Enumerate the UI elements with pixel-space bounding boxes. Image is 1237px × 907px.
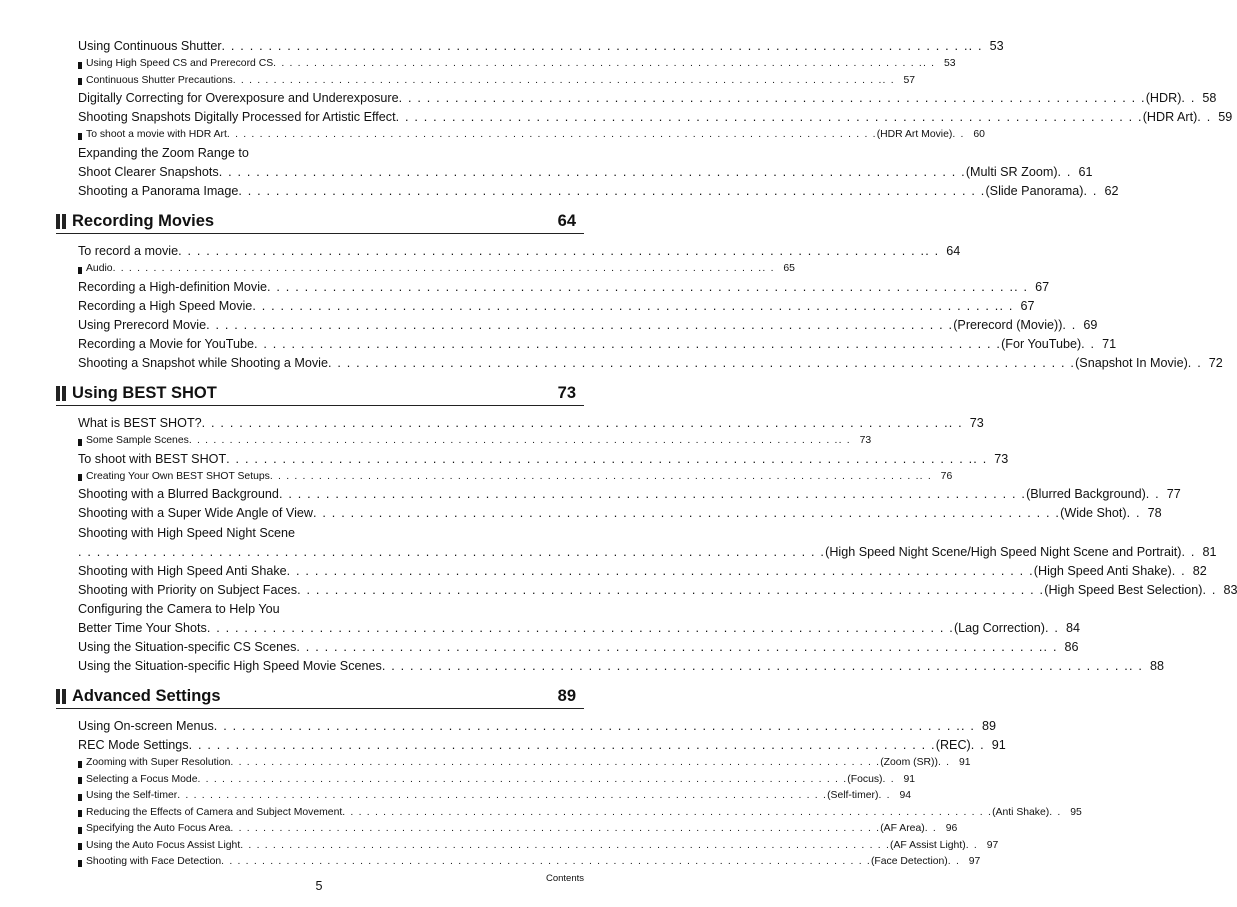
toc-subentry[interactable] [56, 73, 916, 90]
entry-page: 67 [1020, 298, 1035, 313]
entry-title: Using High Speed CS and Prerecord CS [86, 58, 274, 70]
section-label: Contents [545, 873, 584, 884]
dot-leader: . . . . . . . . . . . . . . . . . . . . . . . . . . . . . . . . . . . . . . . . . . . . . . . . . . . . . . . . . . . . . . . . . . . . . . . . . . . . . . . . [206, 620, 954, 635]
dot-leader: . . [1202, 582, 1217, 597]
section-header [56, 209, 584, 234]
dot-leader: . . [970, 738, 985, 753]
toc-entry[interactable] [56, 600, 584, 619]
toc-subentry[interactable] [56, 838, 999, 855]
section-page: 64 [557, 211, 576, 230]
dot-leader: . . . . . . . . . . . . . . . . . . . . . . . . . . . . . . . . . . . . . . . . . . . . . . . . . . . . . . . . . . . . . . . . . . . . . . . . . . . . . . . . [112, 263, 763, 275]
dot-leader: . . . . . . . . . . . . . . . . . . . . . . . . . . . . . . . . . . . . . . . . . . . . . . . . . . . . . . . . . . . . . . . . . . . . . . . . . . . . . . . . [232, 74, 883, 86]
entry-title: Recording a High Speed Movie [78, 298, 253, 313]
entry-tag: (Slide Panorama) [985, 183, 1084, 198]
page-number: 5 [315, 879, 323, 893]
entry-title: Creating Your Own BEST SHOT Setups [86, 470, 270, 482]
section-marker-icon [56, 689, 66, 704]
entry-tag: (Face Detection) [870, 856, 948, 868]
dot-leader: . . [1197, 110, 1212, 125]
dot-leader: . . . . . . . . . . . . . . . . . . . . . . . . . . . . . . . . . . . . . . . . . . . . . . . . . . . . . . . . . . . . . . . . . . . . . . . . . . . . . . . . [221, 39, 969, 53]
entry-tag: (Blurred Background) [1026, 487, 1146, 502]
bullet-icon [78, 267, 82, 274]
entry-title: To record a movie [78, 244, 179, 259]
entry-title: Continuous Shutter Precautions [86, 74, 233, 86]
entry-tag: (Multi SR Zoom) [965, 164, 1058, 179]
entry-tag: (Wide Shot) [1060, 506, 1127, 521]
entry-page: 76 [940, 470, 953, 482]
dot-leader: . . [948, 416, 963, 431]
dot-leader: . . . . . . . . . . . . . . . . . . . . . . . . . . . . . . . . . . . . . . . . . . . . . . . . . . . . . . . . . . . . . . . . . . . . . . . . . . . . . . . . [226, 451, 974, 466]
dot-leader: . . . . . . . . . . . . . . . . . . . . . . . . . . . . . . . . . . . . . . . . . . . . . . . . . . . . . . . . . . . . . . . . . . . . . . . . . . . . . . . . [230, 757, 881, 769]
toc-entry[interactable] [56, 37, 1004, 56]
entry-page: 67 [1035, 279, 1050, 294]
toc-subentry[interactable] [56, 805, 1082, 822]
bullet-icon [78, 827, 82, 834]
entry-page: 83 [1223, 582, 1237, 597]
toc-entry[interactable] [56, 182, 1119, 201]
entry-page: 53 [943, 58, 956, 70]
dot-leader: . . . . . . . . . . . . . . . . . . . . . . . . . . . . . . . . . . . . . . . . . . . . . . . . . . . . . . . . . . . . . . . . . . . . . . . . . . . . . . . . [342, 806, 993, 818]
toc-subentry[interactable] [56, 261, 795, 278]
entry-title: Shooting with High Speed Anti Shake [78, 563, 287, 578]
entry-title: Shooting with a Blurred Background [78, 487, 279, 502]
dot-leader: . . [1014, 279, 1029, 294]
dot-leader: . . [1043, 640, 1058, 655]
toc-subentry[interactable] [56, 772, 916, 789]
entry-title: Expanding the Zoom Range to [78, 145, 249, 160]
toc-entry[interactable] [56, 278, 1050, 297]
dot-leader: . . . . . . . . . . . . . . . . . . . . . . . . . . . . . . . . . . . . . . . . . . . . . . . . . . . . . . . . . . . . . . . . . . . . . . . . . . . . . . . . [177, 790, 828, 802]
entry-title: Shooting Snapshots Digitally Processed for Artistic Effect [78, 110, 396, 125]
section-header [56, 684, 584, 709]
entry-page: 64 [946, 244, 961, 259]
entry-page: 96 [945, 823, 958, 835]
entry-title: Better Time Your Shots [78, 620, 207, 635]
dot-leader: . . [999, 298, 1014, 313]
toc-subentry[interactable] [56, 755, 971, 772]
toc-entry[interactable] [56, 485, 1181, 504]
toc-subentry[interactable] [56, 56, 956, 73]
entry-page: 69 [1083, 317, 1098, 332]
bullet-icon [78, 860, 82, 867]
entry-title: Shoot Clearer Snapshots [78, 164, 219, 179]
dot-leader: . . [968, 39, 983, 53]
entry-page: 89 [981, 719, 996, 734]
toc-entry[interactable] [56, 619, 1080, 638]
dot-leader: . . . . . . . . . . . . . . . . . . . . . . . . . . . . . . . . . . . . . . . . . . . . . . . . . . . . . . . . . . . . . . . . . . . . . . . . . . . . . . . . [253, 336, 1002, 351]
entry-tag: (Lag Correction) [953, 620, 1045, 635]
dot-leader: . . . . . . . . . . . . . . . . . . . . . . . . . . . . . . . . . . . . . . . . . . . . . . . . . . . . . . . . . . . . . . . . . . . . . . . . . . . . . . . . [188, 738, 936, 753]
dot-leader: . . . . . . . . . . . . . . . . . . . . . . . . . . . . . . . . . . . . . . . . . . . . . . . . . . . . . . . . . . . . . . . . . . . . . . . . . . . . . . . . [238, 183, 986, 198]
section-marker-icon [56, 386, 66, 401]
dot-leader: . . [1057, 164, 1072, 179]
entry-tag: (Prerecord (Movie)) [953, 317, 1063, 332]
dot-leader: . . [1126, 506, 1141, 521]
entry-tag: (Zoom (SR)) [880, 757, 938, 769]
entry-page: 73 [969, 416, 984, 431]
dot-leader: . . . . . . . . . . . . . . . . . . . . . . . . . . . . . . . . . . . . . . . . . . . . . . . . . . . . . . . . . . . . . . . . . . . . . . . . . . . . . . . . [273, 58, 923, 70]
entry-title: Shooting with High Speed Night Scene [78, 525, 296, 540]
dot-leader: . . . . . . . . . . . . . . . . . . . . . . . . . . . . . . . . . . . . . . . . . . . . . . . . . . . . . . . . . . . . . . . . . . . . . . . . . . . . . . . . [278, 487, 1027, 502]
dot-leader: . . [922, 58, 936, 70]
dot-leader: . . . . . . . . . . . . . . . . . . . . . . . . . . . . . . . . . . . . . . . . . . . . . . . . . . . . . . . . . . . . . . . . . . . . . . . . . . . . . . . . [78, 544, 826, 559]
entry-page: 91 [991, 738, 1006, 753]
bullet-icon [78, 133, 82, 140]
entry-page: 86 [1064, 640, 1079, 655]
dot-leader: . . [919, 470, 932, 482]
entry-page: 73 [994, 451, 1009, 466]
entry-tag: (HDR Art Movie) [876, 129, 953, 141]
toc-entry[interactable] [56, 242, 961, 261]
dot-leader: . . . . . . . . . . . . . . . . . . . . . . . . . . . . . . . . . . . . . . . . . . . . . . . . . . . . . . . . . . . . . . . . . . . . . . . . . . . . . . . . [269, 470, 920, 482]
toc-entry[interactable] [56, 414, 984, 433]
entry-page: 73 [859, 435, 872, 447]
dot-leader: . . . . . . . . . . . . . . . . . . . . . . . . . . . . . . . . . . . . . . . . . . . . . . . . . . . . . . . . . . . . . . . . . . . . . . . . . . . . . . . . [296, 640, 1044, 655]
entry-page: 77 [1166, 487, 1181, 502]
dot-leader: . . . . . . . . . . . . . . . . . . . . . . . . . . . . . . . . . . . . . . . . . . . . . . . . . . . . . . . . . . . . . . . . . . . . . . . . . . . . . . . . [381, 659, 1129, 674]
dot-leader: . . [1181, 544, 1196, 559]
entry-tag: (High Speed Night Scene/High Speed Night Scene and Portrait) [825, 544, 1182, 559]
entry-page: 57 [903, 74, 916, 86]
entry-title: Shooting a Snapshot while Shooting a Movie [78, 356, 328, 371]
entry-tag: (AF Assist Light) [890, 839, 966, 851]
entry-page: 60 [973, 129, 985, 141]
entry-page: 71 [1102, 336, 1117, 351]
entry-page: 94 [899, 790, 911, 802]
entry-tag: (For YouTube) [1001, 336, 1082, 351]
dot-leader: . . [965, 839, 978, 851]
entry-tag: (Self-timer) [827, 790, 879, 802]
entry-title: REC Mode Settings [78, 738, 189, 753]
entry-title: Using Prerecord Movie [78, 317, 207, 332]
dot-leader: . . . . . . . . . . . . . . . . . . . . . . . . . . . . . . . . . . . . . . . . . . . . . . . . . . . . . . . . . . . . . . . . . . . . . . . . . . . . . . . . [398, 91, 1146, 106]
entry-title: Selecting a Focus Mode [86, 773, 198, 785]
toc-entry[interactable] [56, 316, 1098, 335]
dot-leader: . . . . . . . . . . . . . . . . . . . . . . . . . . . . . . . . . . . . . . . . . . . . . . . . . . . . . . . . . . . . . . . . . . . . . . . . . . . . . . . . [240, 839, 891, 851]
dot-leader: . . . . . . . . . . . . . . . . . . . . . . . . . . . . . . . . . . . . . . . . . . . . . . . . . . . . . . . . . . . . . . . . . . . . . . . . . . . . . . . . [313, 506, 1061, 521]
bullet-icon [78, 761, 82, 768]
toc-subentry[interactable] [56, 127, 985, 144]
dot-leader: . . . . . . . . . . . . . . . . . . . . . . . . . . . . . . . . . . . . . . . . . . . . . . . . . . . . . . . . . . . . . . . . . . . . . . . . . . . . . . . . [252, 298, 1000, 313]
dot-leader: . . [925, 244, 940, 259]
entry-title: Using Continuous Shutter [78, 39, 222, 53]
entry-page: 82 [1192, 563, 1207, 578]
toc-entry[interactable] [56, 450, 1009, 469]
dot-leader: . . [1171, 563, 1186, 578]
entry-tag: (AF Area) [880, 823, 925, 835]
entry-page: 97 [968, 856, 981, 868]
entry-title: Specifying the Auto Focus Area [86, 823, 231, 835]
entry-title: Recording a Movie for YouTube [78, 336, 254, 351]
toc-subentry[interactable] [56, 854, 981, 871]
entry-title: What is BEST SHOT? [78, 416, 202, 431]
dot-leader: . . . . . . . . . . . . . . . . . . . . . . . . . . . . . . . . . . . . . . . . . . . . . . . . . . . . . . . . . . . . . . . . . . . . . . . . . . . . . . . . [197, 773, 848, 785]
entry-title: Configuring the Camera to Help You [78, 601, 280, 616]
entry-page: 59 [1218, 110, 1233, 125]
dot-leader: . . . . . . . . . . . . . . . . . . . . . . . . . . . . . . . . . . . . . . . . . . . . . . . . . . . . . . . . . . . . . . . . . . . . . . . . . . . . . . . . [206, 317, 954, 332]
entry-title: Using the Self-timer [86, 790, 178, 802]
entry-page: 53 [989, 39, 1004, 53]
entry-title: Audio [86, 263, 113, 275]
dot-leader: . . . . . . . . . . . . . . . . . . . . . . . . . . . . . . . . . . . . . . . . . . . . . . . . . . . . . . . . . . . . . . . . . . . . . . . . . . . . . . . . [201, 416, 949, 431]
entry-tag: (High Speed Anti Shake) [1033, 563, 1172, 578]
dot-leader: . . [1044, 620, 1060, 635]
section-title: Recording Movies [72, 211, 215, 230]
toc-subentry[interactable] [56, 433, 872, 450]
bullet-icon [78, 78, 82, 85]
toc-entry[interactable] [56, 736, 1006, 755]
section-title: Using BEST SHOT [72, 383, 217, 402]
dot-leader: . . [1062, 317, 1077, 332]
entry-tag: (High Speed Best Selection) [1044, 582, 1203, 597]
toc-subentry[interactable] [56, 469, 953, 486]
entry-page: 61 [1078, 164, 1093, 179]
section-page: 73 [557, 383, 576, 402]
entry-tag: (Snapshot In Movie) [1075, 356, 1188, 371]
dot-leader: . . . . . . . . . . . . . . . . . . . . . . . . . . . . . . . . . . . . . . . . . . . . . . . . . . . . . . . . . . . . . . . . . . . . . . . . . . . . . . . . [188, 435, 839, 447]
dot-leader: . . . . . . . . . . . . . . . . . . . . . . . . . . . . . . . . . . . . . . . . . . . . . . . . . . . . . . . . . . . . . . . . . . . . . . . . . . . . . . . . [226, 129, 877, 141]
entry-page: 81 [1202, 544, 1217, 559]
entry-page: 95 [1070, 806, 1082, 818]
entry-title: Shooting with a Super Wide Angle of View [78, 506, 313, 521]
entry-page: 91 [903, 773, 916, 785]
dot-leader: . . [1083, 183, 1098, 198]
entry-title: Using the Auto Focus Assist Light [86, 839, 241, 851]
dot-leader: . . [838, 435, 851, 447]
entry-tag: (REC) [935, 738, 971, 753]
section-page: 89 [557, 686, 576, 705]
entry-tag: (Anti Shake) [992, 806, 1050, 818]
dot-leader: . . [878, 790, 891, 802]
toc-entry[interactable] [56, 335, 1117, 354]
toc-entry[interactable] [56, 354, 1223, 373]
entry-title: Using On-screen Menus [78, 719, 214, 734]
dot-leader: . . [1181, 91, 1196, 106]
bullet-icon [78, 794, 82, 801]
dot-leader: . . [973, 451, 988, 466]
bullet-icon [78, 439, 82, 446]
toc-entry[interactable] [56, 89, 1217, 108]
entry-title: Zooming with Super Resolution [86, 757, 231, 769]
toc-subentry[interactable] [56, 788, 911, 805]
dot-leader: . . [960, 719, 976, 734]
section-title: Advanced Settings [72, 686, 221, 705]
entry-page: 65 [783, 263, 795, 275]
entry-tag: (HDR) [1145, 91, 1182, 106]
toc-entry[interactable] [56, 297, 1035, 316]
toc-entry[interactable] [56, 504, 1162, 523]
dot-leader: . . . . . . . . . . . . . . . . . . . . . . . . . . . . . . . . . . . . . . . . . . . . . . . . . . . . . . . . . . . . . . . . . . . . . . . . . . . . . . . . [213, 719, 961, 734]
entry-title: Reducing the Effects of Camera and Subject Movement [86, 806, 343, 818]
dot-leader: . . . . . . . . . . . . . . . . . . . . . . . . . . . . . . . . . . . . . . . . . . . . . . . . . . . . . . . . . . . . . . . . . . . . . . . . . . . . . . . . [286, 563, 1034, 578]
dot-leader: . . . . . . . . . . . . . . . . . . . . . . . . . . . . . . . . . . . . . . . . . . . . . . . . . . . . . . . . . . . . . . . . . . . . . . . . . . . . . . . . [267, 279, 1015, 294]
toc-subentry[interactable] [56, 821, 958, 838]
toc-entry[interactable] [56, 543, 1217, 562]
dot-leader: . . [1187, 356, 1202, 371]
entry-page: 97 [986, 839, 999, 851]
entry-title: To shoot with BEST SHOT [78, 451, 227, 466]
entry-page: 62 [1104, 183, 1119, 198]
table-of-contents [56, 37, 1237, 871]
section-marker-icon [56, 214, 66, 229]
entry-tag: (HDR Art) [1142, 110, 1198, 125]
entry-title: Recording a High-definition Movie [78, 279, 268, 294]
entry-title: Some Sample Scenes [86, 435, 189, 447]
dot-leader: . . . . . . . . . . . . . . . . . . . . . . . . . . . . . . . . . . . . . . . . . . . . . . . . . . . . . . . . . . . . . . . . . . . . . . . . . . . . . . . . [395, 110, 1143, 125]
toc-entry[interactable] [56, 581, 1237, 600]
entry-title: Shooting a Panorama Image [78, 183, 239, 198]
entry-page: 84 [1065, 620, 1080, 635]
toc-entry[interactable] [56, 144, 584, 163]
dot-leader: . . [882, 74, 895, 86]
dot-leader: . . [882, 773, 895, 785]
dot-leader: . . . . . . . . . . . . . . . . . . . . . . . . . . . . . . . . . . . . . . . . . . . . . . . . . . . . . . . . . . . . . . . . . . . . . . . . . . . . . . . . [297, 582, 1045, 597]
dot-leader: . . . . . . . . . . . . . . . . . . . . . . . . . . . . . . . . . . . . . . . . . . . . . . . . . . . . . . . . . . . . . . . . . . . . . . . . . . . . . . . . [230, 823, 881, 835]
dot-leader: . . . . . . . . . . . . . . . . . . . . . . . . . . . . . . . . . . . . . . . . . . . . . . . . . . . . . . . . . . . . . . . . . . . . . . . . . . . . . . . . [218, 164, 966, 179]
toc-entry[interactable] [56, 524, 584, 543]
bullet-icon [78, 62, 82, 69]
dot-leader: . . [1128, 659, 1144, 674]
section-header [56, 381, 584, 406]
entry-title: Shooting with Priority on Subject Faces [78, 582, 298, 597]
dot-leader: . . . . . . . . . . . . . . . . . . . . . . . . . . . . . . . . . . . . . . . . . . . . . . . . . . . . . . . . . . . . . . . . . . . . . . . . . . . . . . . . [221, 856, 871, 868]
bullet-icon [78, 810, 82, 817]
dot-leader: . . [924, 823, 937, 835]
toc-entry[interactable] [56, 717, 996, 736]
toc-entry[interactable] [56, 562, 1207, 581]
entry-page: 58 [1202, 91, 1217, 106]
bullet-icon [78, 777, 82, 784]
entry-page: 72 [1208, 356, 1223, 371]
dot-leader: . . [1049, 806, 1062, 818]
entry-title: Using the Situation-specific CS Scenes [78, 640, 297, 655]
bullet-icon [78, 474, 82, 481]
entry-page: 91 [958, 757, 971, 769]
entry-title: To shoot a movie with HDR Art [86, 129, 227, 141]
entry-title: Using the Situation-specific High Speed Movie Scenes [78, 659, 382, 674]
dot-leader: . . [1081, 336, 1096, 351]
dot-leader: . . . . . . . . . . . . . . . . . . . . . . . . . . . . . . . . . . . . . . . . . . . . . . . . . . . . . . . . . . . . . . . . . . . . . . . . . . . . . . . . [327, 356, 1076, 371]
entry-tag: (Focus) [847, 773, 883, 785]
entry-page: 88 [1149, 659, 1164, 674]
bullet-icon [78, 843, 82, 850]
toc-entry[interactable] [56, 657, 1164, 676]
dot-leader: . . . . . . . . . . . . . . . . . . . . . . . . . . . . . . . . . . . . . . . . . . . . . . . . . . . . . . . . . . . . . . . . . . . . . . . . . . . . . . . . [178, 244, 926, 259]
dot-leader: . . [762, 263, 775, 275]
dot-leader: . . [947, 856, 961, 868]
entry-title: Digitally Correcting for Overexposure and Underexposure [78, 91, 399, 106]
entry-title: Shooting with Face Detection [86, 856, 222, 868]
entry-page: 78 [1147, 506, 1162, 521]
toc-entry[interactable] [56, 638, 1079, 657]
dot-leader: . . [937, 757, 951, 769]
dot-leader: . . [1145, 487, 1160, 502]
toc-entry[interactable] [56, 163, 1093, 182]
dot-leader: . . [952, 129, 965, 141]
toc-entry[interactable] [56, 108, 1233, 127]
